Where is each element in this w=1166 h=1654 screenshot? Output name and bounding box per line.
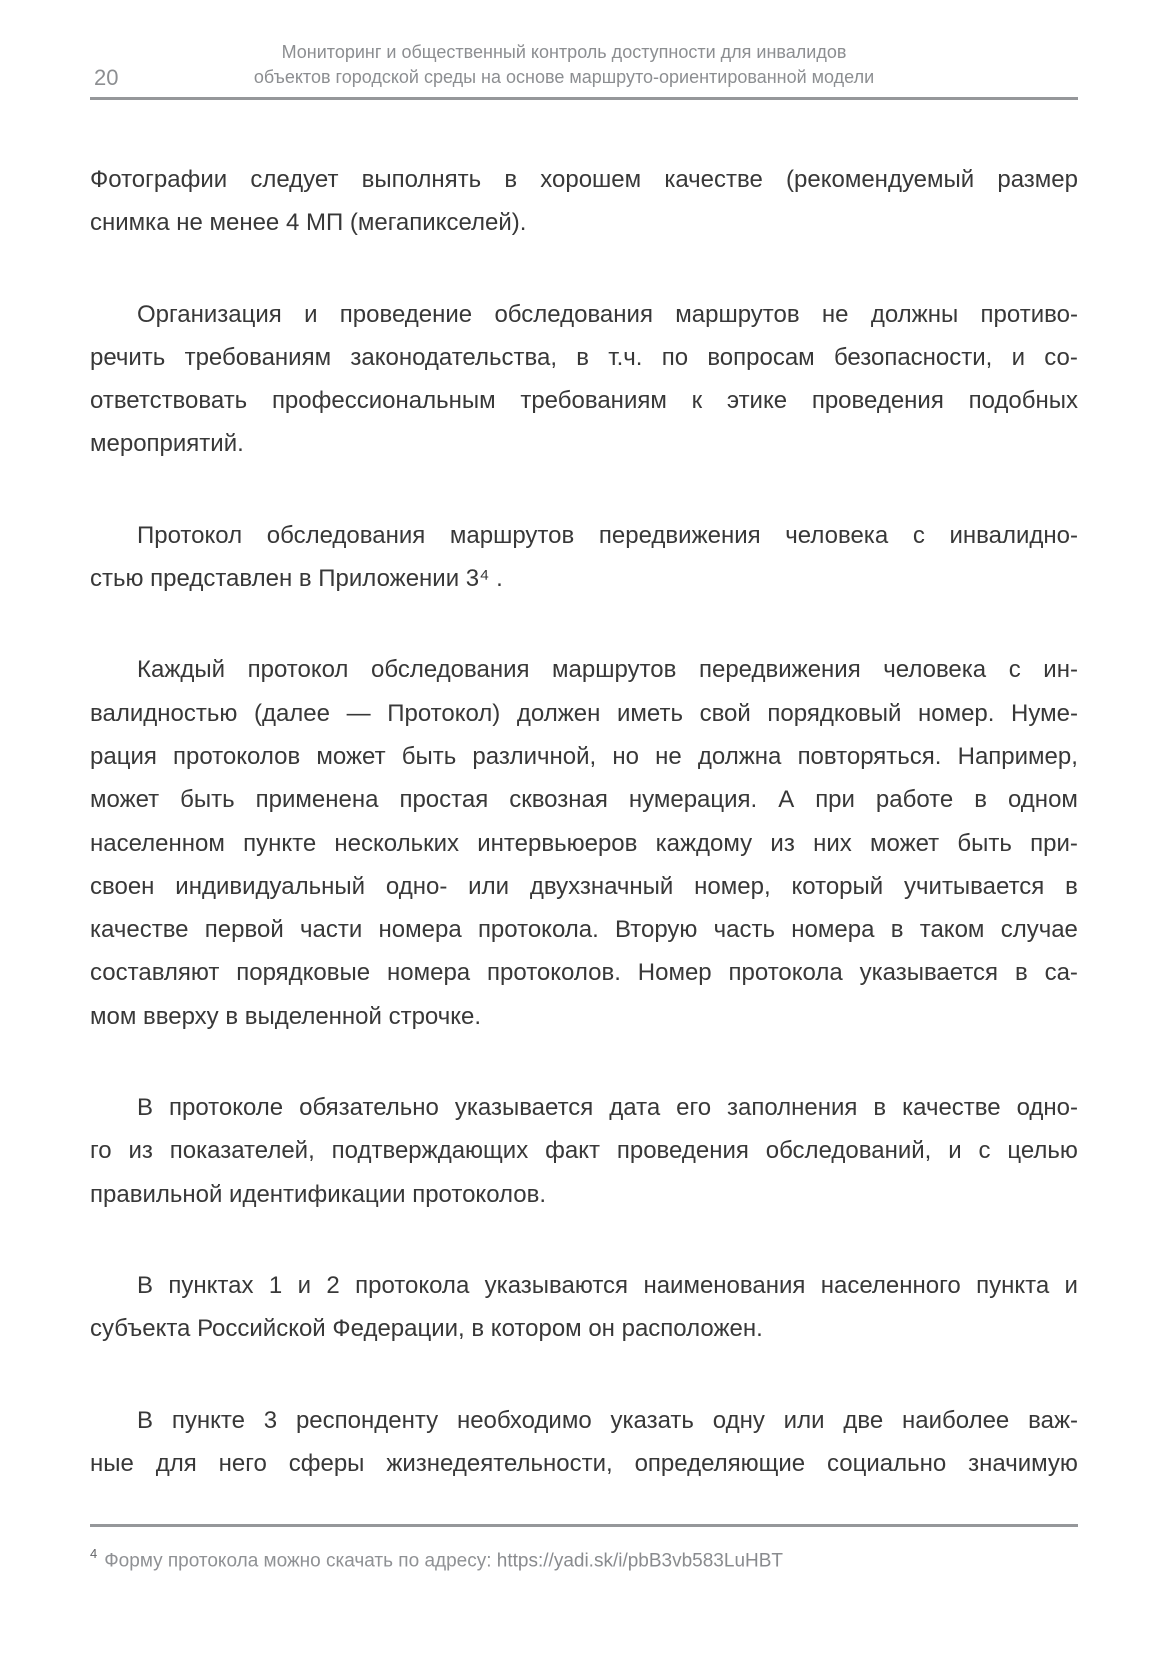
text-line: мом вверху в выделенной строчке. (90, 1002, 482, 1030)
footnote-text: Форму протокола можно скачать по адресу: (104, 1550, 492, 1572)
text-line: рация протоколов может быть различной, но не должна повторяться. Например, (90, 742, 1078, 770)
running-title-line-2: объектов городской среды на основе маршруто-ориентированной модели (253, 67, 875, 87)
text-line: Протокол обследования маршрутов передвижения человека с инвалидно- (137, 521, 1078, 549)
text-line: ответствовать профессиональным требованиям к этике проведения подобных (90, 387, 1078, 415)
paragraph (90, 1264, 1078, 1351)
footnote-area (90, 1524, 1078, 1573)
footnote (90, 1543, 1078, 1573)
text-line: своен индивидуальный одно- или двухзначный номер, который учитывается в (90, 872, 1078, 900)
running-title (154, 40, 974, 90)
text-line: качестве первой части номера протокола. Вторую часть номера в таком случае (90, 916, 1078, 944)
text-line: составляют порядковые номера протоколов. Номер протокола указывается в са- (90, 959, 1078, 987)
text-line: ные для него сферы жизнедеятельности, определяющие социально значимую (90, 1449, 1078, 1477)
text-line: субъекта Российской Федерации, в котором он расположен. (90, 1315, 763, 1343)
paragraph (90, 158, 1078, 245)
text-line: может быть применена простая сквозная нумерация. А при работе в одном (90, 786, 1078, 814)
footnote-marker: 4 (90, 1546, 98, 1561)
text-line: мероприятий. (90, 430, 244, 458)
text-line: В протоколе обязательно указывается дата его заполнения в качестве одно- (137, 1094, 1078, 1122)
footnote-rule (90, 1524, 1078, 1527)
text-line: речить требованиям законодательства, в т.ч. по вопросам безопасности, и со- (90, 343, 1078, 371)
text-line: населенном пункте нескольких интервьюеров каждому из них может быть при- (90, 829, 1078, 857)
paragraph (90, 1086, 1078, 1216)
page-number: 20 (94, 65, 119, 90)
paragraph (90, 514, 1078, 601)
paragraph (90, 648, 1078, 1038)
text-line: го из показателей, подтверждающих факт проведения обследований, и с целью (90, 1137, 1078, 1165)
page-header (90, 40, 1078, 90)
footnote-url: https://yadi.sk/i/pbB3vb583LuHBT (496, 1550, 784, 1572)
text-line: правильной идентификации протоколов. (90, 1180, 547, 1208)
running-title-line-1: Мониторинг и общественный контроль доступности для инвалидов (281, 42, 847, 62)
text-line: стью представлен в Приложении 3⁴ . (90, 565, 503, 593)
paragraph (90, 1399, 1078, 1486)
text-line: Фотографии следует выполнять в хорошем качестве (рекомендуемый размер (90, 166, 1078, 193)
text-line: снимка не менее 4 МП (мегапикселей). (90, 209, 527, 237)
header-rule (90, 97, 1078, 100)
text-line: Организация и проведение обследования маршрутов не должны противо- (137, 300, 1078, 328)
text-line: В пунктах 1 и 2 протокола указываются наименования населенного пункта и (137, 1271, 1078, 1299)
text-line: В пункте 3 респонденту необходимо указать одну или две наиболее важ- (137, 1406, 1078, 1434)
document-body (90, 158, 1078, 1485)
paragraph (90, 293, 1078, 466)
text-line: валидностью (далее — Протокол) должен иметь свой порядковый номер. Нуме- (90, 699, 1078, 727)
text-line: Каждый протокол обследования маршрутов передвижения человека с ин- (137, 656, 1078, 684)
